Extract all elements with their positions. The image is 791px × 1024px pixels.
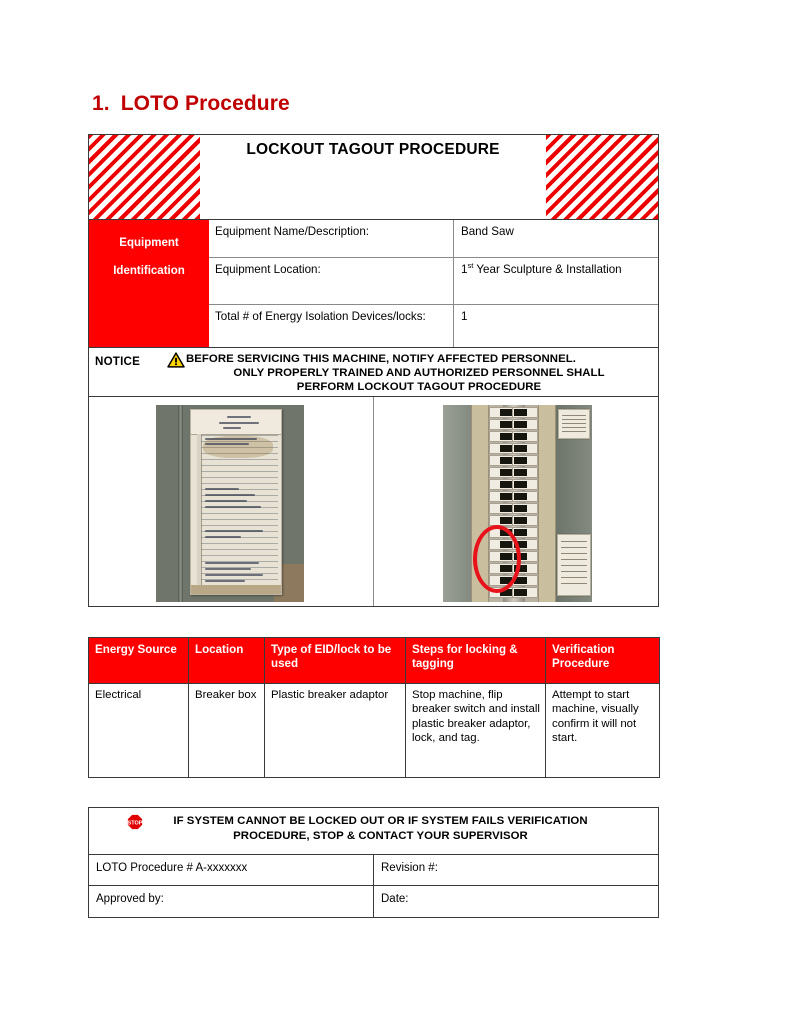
breaker-switch [512, 527, 538, 538]
breaker-switch [512, 407, 538, 418]
handwriting-mark [205, 443, 249, 445]
header-steps: Steps for locking & tagging [406, 638, 546, 684]
handwriting-mark [205, 580, 245, 582]
handwriting-mark [205, 568, 251, 570]
table-row [89, 684, 660, 778]
approved-by-field[interactable]: Approved by: [89, 886, 374, 917]
breaker-switch [512, 455, 538, 466]
equipment-label-line1: Equipment [119, 237, 179, 249]
equipment-location-value[interactable] [454, 258, 658, 304]
equipment-name-value[interactable]: Band Saw [461, 225, 514, 238]
handwriting-mark [227, 416, 251, 418]
cell-steps[interactable]: Stop machine, flip breaker switch and install plastic breaker adaptor, lock, and tag. [406, 684, 546, 778]
location-value-prefix: 1 [461, 263, 468, 276]
notice-line-2: ONLY PROPERLY TRAINED AND AUTHORIZED PERSONNEL SHALL [233, 366, 605, 379]
handwriting-mark [205, 500, 247, 502]
handwriting-mark [205, 438, 257, 440]
equipment-row-location [209, 258, 658, 305]
svg-text:STOP: STOP [127, 820, 143, 827]
hazard-stripe-right [546, 135, 658, 219]
equipment-row-device-count [209, 305, 658, 347]
breaker-switch [512, 479, 538, 490]
page-title-number: 1. [92, 92, 110, 115]
equipment-identification-section [89, 219, 658, 347]
page-title [92, 92, 290, 116]
handwriting-mark [205, 574, 263, 576]
hazard-stripe-left [89, 135, 200, 219]
breaker-switch [512, 491, 538, 502]
photo-row [89, 396, 658, 606]
device-count-value[interactable]: 1 [461, 310, 468, 323]
photo-cell-right [374, 397, 658, 606]
breaker-panel-photo [443, 405, 592, 602]
warning-triangle-icon [167, 352, 185, 368]
stop-notice-text [97, 814, 650, 844]
stop-notice-line-1: IF SYSTEM CANNOT BE LOCKED OUT OR IF SYSTEM FAILS VERIFICATION [173, 815, 588, 827]
handwriting-mark [205, 530, 263, 532]
footer-table [88, 807, 659, 918]
stop-sign-icon [127, 814, 143, 830]
panel-paper-tag-top [558, 409, 590, 439]
breaker-box-directory-photo [156, 405, 304, 602]
procedure-number-row [89, 855, 658, 886]
notice-line-1: BEFORE SERVICING THIS MACHINE, NOTIFY AFFECTED PERSONNEL. [186, 353, 576, 365]
header-banner [89, 135, 658, 219]
device-count-label: Total # of Energy Isolation Devices/locks: [209, 305, 454, 347]
header-eid-type: Type of EID/lock to be used [265, 638, 406, 684]
equipment-row-name [209, 220, 658, 258]
equipment-location-label: Equipment Location: [209, 258, 454, 304]
header-title: LOCKOUT TAGOUT PROCEDURE [246, 141, 500, 158]
stop-notice-line-2: PROCEDURE, STOP & CONTACT YOUR SUPERVISOR [233, 830, 528, 842]
cell-verification[interactable]: Attempt to start machine, visually confirm it will not start. [546, 684, 660, 778]
red-circle-annotation [473, 525, 521, 593]
handwriting-mark [223, 427, 241, 429]
wall-seam [178, 405, 183, 602]
equipment-identification-label [89, 220, 209, 347]
notice-label: NOTICE [95, 355, 140, 368]
cell-energy-source[interactable]: Electrical [89, 684, 189, 778]
handwriting-mark [205, 562, 259, 564]
panel-label-strip-right [538, 405, 556, 602]
breaker-switch [512, 419, 538, 430]
breaker-switch [512, 587, 538, 598]
directory-card-base [191, 585, 281, 594]
handwriting-mark [219, 422, 259, 424]
breaker-switch [512, 503, 538, 514]
location-value-rest: Year Sculpture & Installation [473, 263, 622, 276]
breaker-switch [512, 467, 538, 478]
page-title-text: LOTO Procedure [120, 92, 290, 115]
date-field[interactable]: Date: [381, 893, 409, 905]
notice-row [89, 347, 658, 396]
handwriting-mark [205, 488, 239, 490]
directory-card [190, 409, 282, 595]
location-value-superscript: st [467, 261, 474, 271]
handwriting-mark [205, 506, 261, 508]
panel-paper-tag-bottom [557, 534, 591, 596]
notice-line-3: PERFORM LOCKOUT TAGOUT PROCEDURE [296, 380, 542, 393]
lockout-header-table [88, 134, 659, 607]
breaker-switch [512, 431, 538, 442]
cell-location[interactable]: Breaker box [189, 684, 265, 778]
breaker-switch [512, 443, 538, 454]
revision-field[interactable]: Revision #: [381, 862, 438, 874]
equipment-label-line2: Identification [113, 265, 185, 277]
cell-eid-type[interactable]: Plastic breaker adaptor [265, 684, 406, 778]
handwriting-mark [205, 536, 241, 538]
header-location: Location [189, 638, 265, 684]
panel-door-left [443, 405, 471, 602]
equipment-rows [209, 220, 658, 347]
header-energy-source: Energy Source [89, 638, 189, 684]
approval-row [89, 886, 658, 917]
equipment-name-label: Equipment Name/Description: [209, 220, 454, 257]
header-verification: Verification Procedure [546, 638, 660, 684]
notice-text [186, 353, 652, 394]
breaker-switch [512, 515, 538, 526]
procedure-number-field[interactable]: LOTO Procedure # A-xxxxxxx [89, 855, 374, 885]
energy-table-header-row [89, 638, 660, 684]
photo-cell-left [89, 397, 374, 606]
handwriting-mark [205, 494, 255, 496]
stop-notice-row [89, 808, 658, 855]
energy-source-table [88, 637, 660, 778]
